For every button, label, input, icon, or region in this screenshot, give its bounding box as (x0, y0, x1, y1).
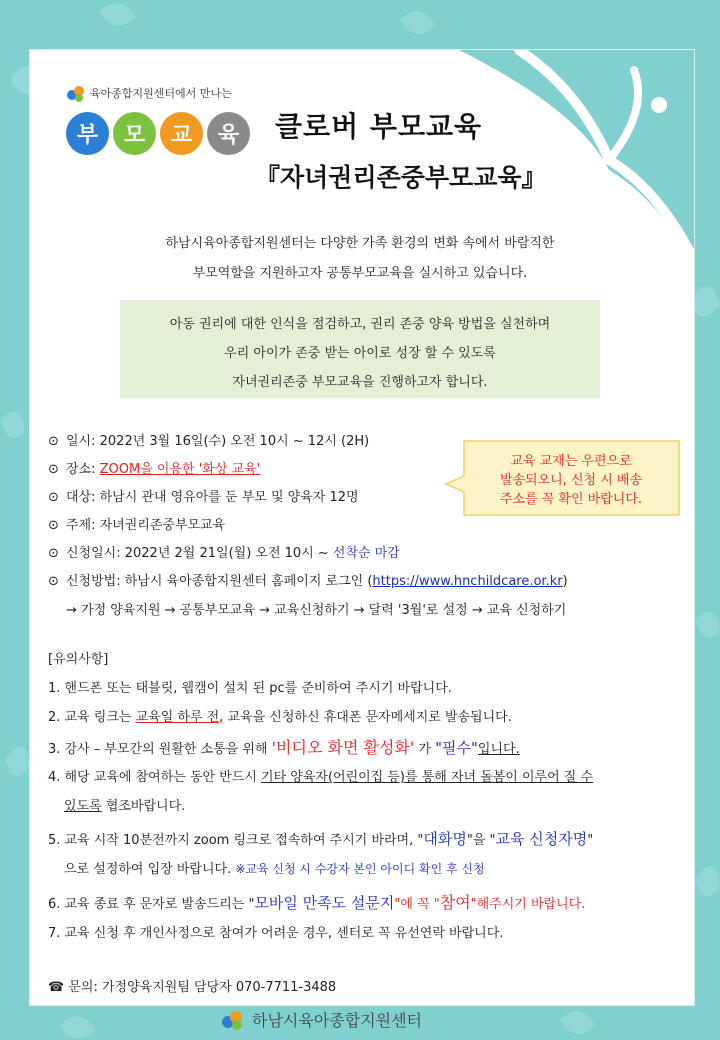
purpose-line-3: 자녀권리존중 부모교육을 진행하고자 합니다. (232, 375, 488, 390)
note-2: 2. 교육 링크는 교육일 하루 전, 교육을 신청하신 휴대폰 문자메세지로 발송됩니다. (48, 710, 512, 725)
page-title: 클로버 부모교육 (275, 110, 483, 143)
place-label: 장소: (66, 462, 100, 477)
note-6: 6. 교육 종료 후 문자로 발송드리는 "모바일 만족도 설문지"에 꼭 "참여"해주시기 바랍니다. (48, 893, 586, 912)
note-5-applicant: 교육 신청자명 (495, 830, 588, 848)
note-3-required: "필수" (435, 739, 478, 757)
logo-circle-4: 육 (207, 112, 250, 155)
bullet-icon: ⊙ (48, 490, 59, 505)
clover-logo-icon (65, 82, 87, 104)
footer-organization (220, 1008, 422, 1031)
topic-text: 주제: 자녀권리존중부모교육 (66, 518, 226, 533)
bullet-icon: ⊙ (48, 462, 59, 477)
note-6-participate: 참여 (439, 893, 471, 912)
info-method (48, 570, 568, 589)
callout-line-3: 주소를 꼭 확인 바랍니다. (499, 492, 643, 507)
note-2-emphasis: 교육일 하루 전 (135, 710, 220, 725)
logo-circle-1: 부 (66, 112, 109, 155)
note-4: 4. 해당 교육에 참여하는 동안 반드시 기타 양육자(어린이집 등)를 통해 자녀 돌봄이 이루어 질 수 (48, 770, 594, 785)
bullet-icon: ⊙ (48, 518, 59, 533)
callout-text (476, 452, 666, 509)
page-subtitle: 『자녀권리존중부모교육』 (255, 163, 547, 192)
note-5-remark: ※교육 신청 시 수강자 본인 아이디 확인 후 신청 (235, 862, 485, 876)
place-value: ZOOM을 이용한 '화상 교육' (99, 462, 261, 477)
intro-line-1: 하남시육아종합지원센터는 다양한 가족 환경의 변화 속에서 바람직한 (165, 236, 555, 251)
purpose-line-2: 우리 아이가 존중 받는 아이로 성장 할 수 있도록 (224, 346, 496, 361)
method-suffix: ) (562, 574, 568, 589)
center-logo-small (65, 82, 232, 104)
apply-date-note: 선착순 마감 (332, 546, 400, 561)
footer-org-name: 하남시육아종합지원센터 (252, 1011, 423, 1030)
info-place (48, 458, 260, 477)
note-7: 7. 교육 신청 후 개인사정으로 참여가 어려운 경우, 센터로 꼭 유선연락 바랍니다. (48, 926, 504, 941)
intro-line-2: 부모역할을 지원하고자 공통부모교육을 실시하고 있습니다. (192, 266, 528, 281)
logo-caption: 육아종합지원센터에서 만나는 (90, 87, 232, 100)
info-target (48, 486, 359, 505)
info-date (48, 430, 369, 449)
bullet-icon: ⊙ (48, 546, 59, 561)
info-apply-date (48, 542, 400, 561)
info-topic (48, 514, 225, 533)
note-1: 1. 핸드폰 또는 태블릿, 웹캠이 설치 된 pc를 준비하여 주시기 바랍니다. (48, 681, 452, 696)
note-6-survey: 모바일 만족도 설문지 (254, 894, 395, 912)
contact-line (48, 976, 336, 995)
logo-circle-2: 모 (113, 112, 156, 155)
note-4-emphasis: 기타 양육자(어린이집 등)를 통해 자녀 돌봄이 이루어 질 수 (261, 770, 594, 785)
apply-date-text: 신청일시: 2022년 2월 21일(월) 오전 10시 ~ (66, 546, 333, 561)
program-logo (66, 112, 250, 155)
phone-icon: ☎ (48, 980, 65, 995)
target-text: 대상: 하남시 관내 영유아를 둔 부모 및 양육자 12명 (66, 490, 359, 505)
homepage-link[interactable]: https://www.hnchildcare.or.kr (372, 574, 563, 589)
note-5: 5. 교육 시작 10분전까지 zoom 링크로 접속하여 주시기 바라며, "대화명"을 "교육 신청자명" (48, 830, 594, 848)
bullet-icon: ⊙ (48, 574, 59, 589)
callout-line-2: 발송되오니, 신청 시 배송 (499, 473, 643, 488)
notes-heading: [유의사항] (48, 652, 109, 667)
purpose-line-1: 아동 권리에 대한 인식을 점검하고, 권리 존중 양육 방법을 실천하며 (169, 317, 551, 332)
note-3: 3. 강사 – 부모간의 원활한 소통을 위해 '비디오 화면 활성화' 가 "필수"입니다. (48, 738, 520, 757)
date-text: 일시: 2022년 3월 16일(수) 오전 10시 ~ 12시 (2H) (66, 434, 370, 449)
clover-logo-icon (220, 1009, 246, 1031)
note-5-cont: 으로 설정하여 입장 바랍니다. ※교육 신청 시 수강자 본인 아이디 확인 후 신청 (64, 862, 485, 877)
info-method-path: → 가정 양육지원 → 공통부모교육 → 교육신청하기 → 달력 '3월'로 설정 → 교육 신청하기 (66, 603, 567, 618)
note-3-emphasis: '비디오 화면 활성화' (271, 738, 415, 757)
contact-text: 문의: 가정양육지원팀 담당자 070-7711-3488 (68, 980, 337, 995)
method-text: 신청방법: 하남시 육아종합지원센터 홈페이지 로그인 ( (66, 574, 373, 589)
bullet-icon: ⊙ (48, 434, 59, 449)
note-4-cont: 있도록 협조바랍니다. (64, 799, 186, 814)
logo-circle-3: 교 (160, 112, 203, 155)
callout-line-1: 교육 교재는 우편으로 (510, 454, 632, 469)
purpose-box (120, 300, 600, 398)
note-5-nickname: 대화명 (423, 830, 467, 848)
